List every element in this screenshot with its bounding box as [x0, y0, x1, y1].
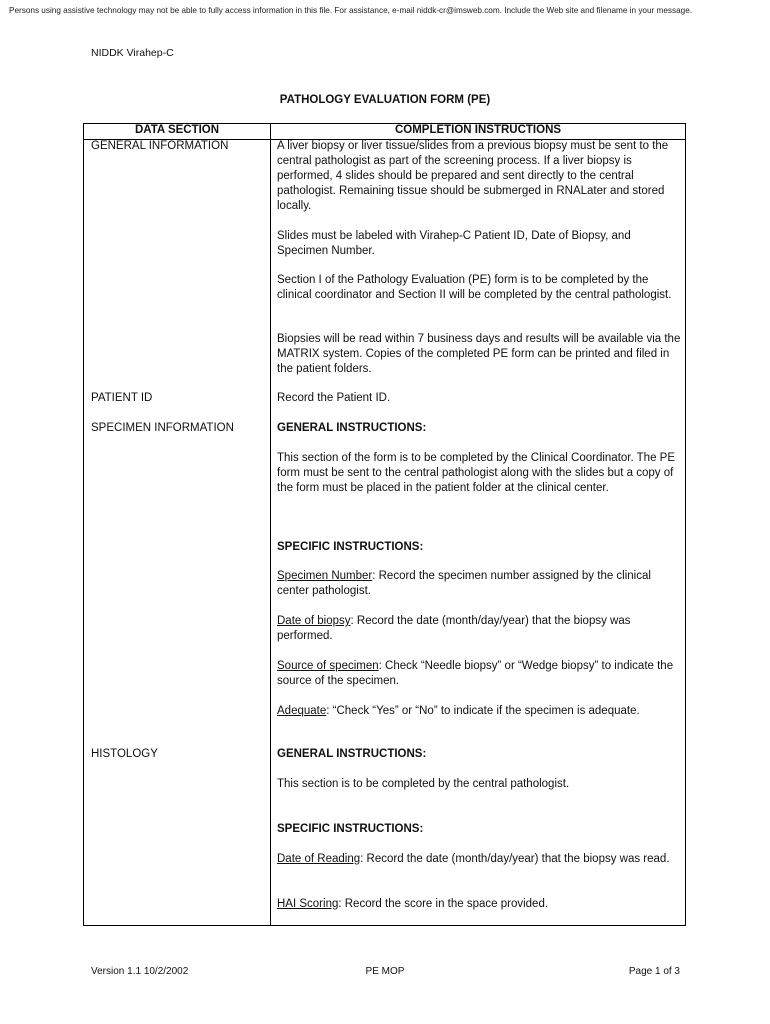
footer-page-number: Page 1 of 3 — [628, 966, 680, 977]
instruction-term: HAI Scoring — [277, 898, 339, 910]
general-info-paragraph-4: Biopsies will be read within 7 business days and results will be available via the MATRIX system. Copies of the completed PE form can be printed and filed in the patient folders. — [277, 333, 681, 375]
hai-scoring-instruction — [277, 897, 683, 912]
patient-id-instruction: Record the Patient ID. — [277, 392, 391, 404]
adequate-instruction — [277, 704, 683, 719]
instruction-text: : Record the specimen number assigned by the clinical center pathologist. — [277, 570, 651, 597]
specimen-general-text: This section of the form is to be completed by the Clinical Coordinator. The PE form must be sent to the central pathologist along with the slides but a copy of the form must be placed in the patient folder at the clinical center. — [277, 452, 676, 494]
column-header-data-section: DATA SECTION — [134, 124, 220, 136]
instruction-term: Date of Reading — [277, 853, 361, 865]
organization-header: NIDDK Virahep-C — [91, 47, 174, 59]
section-label-patient-id: PATIENT ID — [91, 392, 153, 404]
instruction-text: : Record the date (month/day/year) that the biopsy was read. — [360, 853, 670, 865]
general-info-paragraph-3: Section I of the Pathology Evaluation (PE) form is to be completed by the clinical coordinator and Section II will be completed by the central pathologist. — [277, 274, 672, 301]
source-of-specimen-instruction — [277, 659, 683, 689]
date-of-reading-instruction — [277, 852, 683, 867]
instruction-term: Specimen Number — [277, 570, 373, 582]
general-info-paragraph-2: Slides must be labeled with Virahep-C Patient ID, Date of Biopsy, and Specimen Number. — [277, 230, 631, 257]
histology-specific-heading: SPECIFIC INSTRUCTIONS: — [277, 823, 424, 835]
footer-version: Version 1.1 10/2/2002 — [91, 966, 189, 977]
column-divider — [270, 124, 271, 925]
instruction-text: : Record the date (month/day/year) that the biopsy was performed. — [277, 615, 631, 642]
general-info-paragraph-1: A liver biopsy or liver tissue/slides from a previous biopsy must be sent to the central pathologist as part of the screening process. If a liver biopsy is performed, 4 slides should be prepared and sent directly to the central pathologist. Remaining tissue should be submerged in RNALater and stored locally. — [277, 140, 669, 212]
instruction-term: Adequate — [277, 705, 327, 717]
instruction-term: Date of biopsy — [277, 615, 351, 627]
instruction-text: : Check “Needle biopsy” or “Wedge biopsy” to indicate the source of the specimen. — [277, 660, 674, 687]
specimen-specific-heading: SPECIFIC INSTRUCTIONS: — [277, 541, 424, 553]
section-label-histology: HISTOLOGY — [91, 748, 158, 760]
section-label-general-information: GENERAL INFORMATION — [91, 140, 229, 152]
form-title: PATHOLOGY EVALUATION FORM (PE) — [279, 94, 491, 106]
instruction-text: : Record the score in the space provided. — [338, 898, 549, 910]
instruction-term: Source of specimen — [277, 660, 379, 672]
specimen-general-heading: GENERAL INSTRUCTIONS: — [277, 422, 427, 434]
accessibility-notice: Persons using assistive technology may not be able to fully access information in this file. For assistance, e-mail niddk-cr@imsweb.com. Include the Web site and filename in your message. — [9, 6, 693, 15]
specimen-number-instruction — [277, 569, 683, 599]
histology-general-heading: GENERAL INSTRUCTIONS: — [277, 748, 427, 760]
histology-general-text: This section is to be completed by the central pathologist. — [277, 778, 570, 790]
section-label-specimen-information: SPECIMEN INFORMATION — [91, 422, 234, 434]
date-of-biopsy-instruction — [277, 614, 683, 644]
instruction-text: : “Check “Yes” or “No” to indicate if the specimen is adequate. — [326, 705, 640, 717]
column-header-completion-instructions: COMPLETION INSTRUCTIONS — [394, 124, 562, 136]
footer-document-name: PE MOP — [365, 966, 405, 977]
